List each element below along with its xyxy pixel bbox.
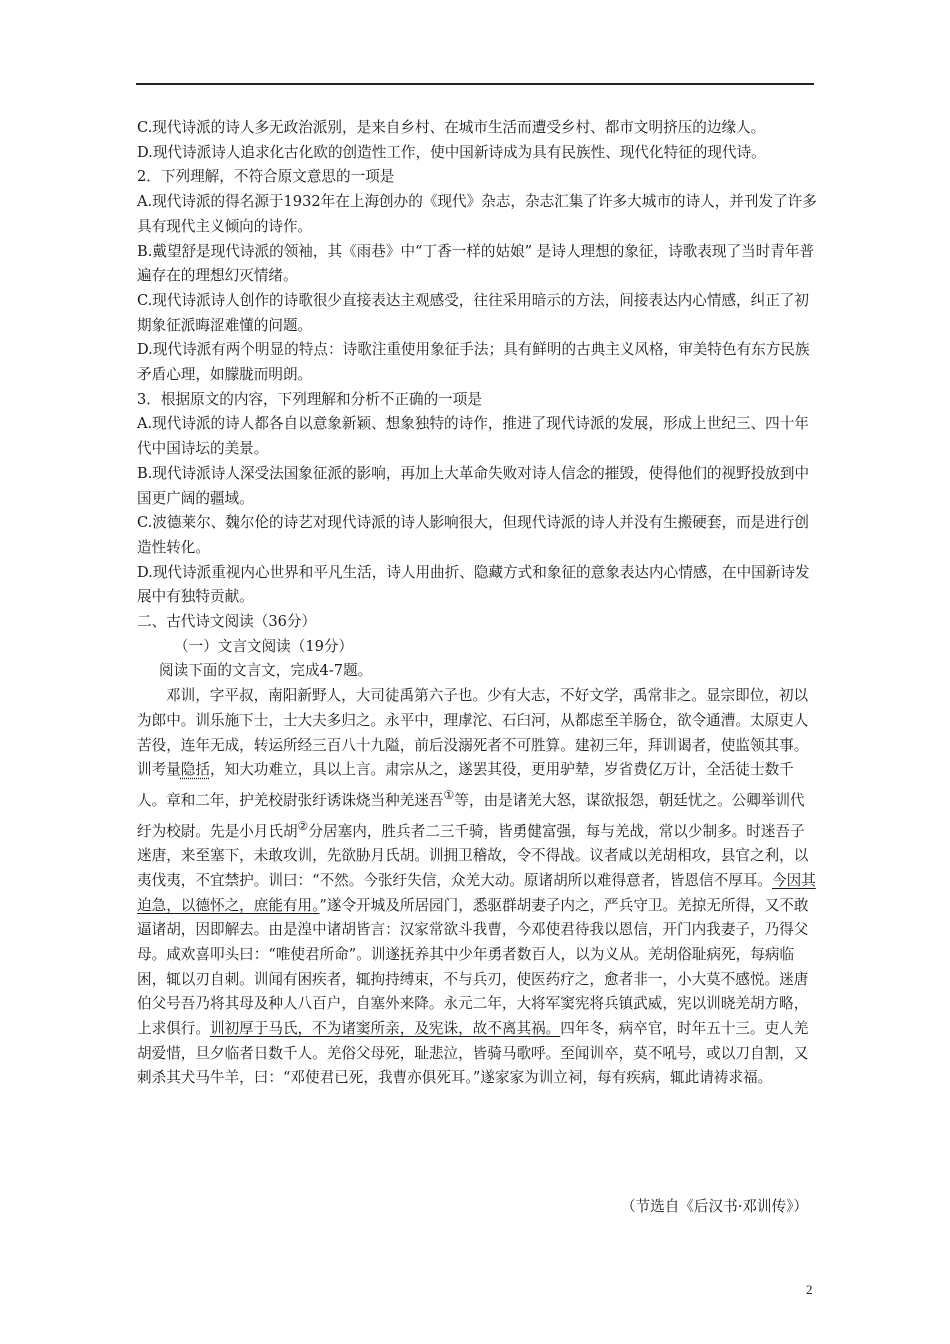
- passage-dotted-term: 隐括: [180, 761, 210, 779]
- passage-source: （节选自《后汉书·邓训传》）: [620, 1198, 808, 1215]
- option-c-q1: C.现代诗派的诗人多无政治派别，是来自乡村、在城市生活而遭受乡村、都市文明挤压的边缘人。: [137, 119, 766, 136]
- passage-text: ”遂令开城及所居园门，悉驱群胡妻子内之，严兵守卫。羌掠无所得，又不敢逼诸胡，因即解去。由是湟中诸胡皆言：汉家常欲斗我曹，今邓使君待我以恩信，开门内我妻子，乃得父母。咸欢喜叩头曰：“唯使君所命”。训遂抚养其中少年勇者数百人，以为义从。羌胡俗耻病死，每病临困，辄以刃自刺。训闻有困疾者，辄拘持缚束，不与兵刃，使医药疗之，愈者非一，小大莫不感悦。迷唐伯父号吾乃将其母及种人八百户，自塞外来降。永元二年，大将军窦宪将兵镇武威，宪以训晓羌胡方略，上求俱行。: [137, 896, 809, 1038]
- option-b-q3: B.现代诗派诗人深受法国象征派的影响，再加上大革命失败对诗人信念的摧毁，使得他们的视野投放到中国更广阔的疆域。: [137, 464, 810, 507]
- option-b-q2: B.戴望舒是现代诗派的领袖，其《雨巷》中“丁香一样的姑娘” 是诗人理想的象征，诗歌表现了当时青年普遍存在的理想幻灭情绪。: [137, 242, 815, 285]
- question-3: 3．根据原文的内容，下列理解和分析不正确的一项是: [137, 390, 482, 408]
- option-c-q3: C.波德莱尔、魏尔伦的诗艺对现代诗派的诗人影响很大，但现代诗派的诗人并没有生搬硬套，而是进行创造性转化。: [137, 514, 810, 556]
- passage-text: 四年冬，病卒官，时年五十三。吏人羌胡爱惜，旦夕临者日数千人。羌俗父母死，耻悲泣，皆骑马歌呼。至闻训卒，莫不吼号，或以刀自割，又刺杀其犬马牛羊，曰：“邓使君已死，我曹亦俱死耳。”遂家家为训立祠，每有疾病，辄此请祷求福。: [137, 1020, 809, 1087]
- passage-text: 等，由是诸羌大怒，谋欲报怨，朝廷忧之。公卿举训代纡为校尉。先是小月氏胡: [137, 791, 805, 840]
- underlined-sentence: 今因其迫急，以德怀之，庶能有用。: [137, 871, 816, 914]
- subsection-heading: （一）文言文阅读（19分）: [174, 637, 354, 655]
- document-body: [137, 116, 817, 1091]
- option-d-q1: D.现代诗派诗人追求化古化欧的创造性工作，使中国新诗成为具有民族性、现代化特征的现代诗。: [137, 143, 766, 161]
- underlined-sentence: 训初厚于马氏，不为诸窦所亲，及宪诛，故不离其祸。: [209, 1020, 561, 1038]
- section-heading: 二、古代诗文阅读（36分）: [137, 613, 317, 631]
- passage-text: ，知大功难立，具以上言。肃宗从之，遂罢其役，更用驴辇，岁省费亿万计，全活徒士数千人。章和二年，护羌校尉张纡诱诛烧当种羌迷吾: [137, 761, 794, 809]
- option-d-q3: D.现代诗派重视内心世界和平凡生活，诗人用曲折、隐藏方式和象征的意象表达内心情感，在中国新诗发展中有独特贡献。: [137, 563, 810, 606]
- classical-passage: [137, 684, 817, 1091]
- question-2: 2．下列理解，不符合原文意思的一项是: [137, 168, 395, 186]
- header-rule: [136, 83, 814, 85]
- reading-instruction: 阅读下面的文言文，完成4-7题。: [159, 662, 373, 680]
- option-a-q3: A.现代诗派的诗人都各自以意象新颖、想象独特的诗作，推进了现代诗派的发展，形成上世纪三、四十年代中国诗坛的美景。: [137, 415, 809, 458]
- footnote-marker: ②: [297, 818, 309, 833]
- passage-text: 分居塞内，胜兵者二三千骑，皆勇健富强，每与羌战，常以少制多。时迷吾子迷唐，来至塞下，未敢攻训，先欲胁月氏胡。训拥卫稽故，令不得战。议者咸以羌胡相攻，县官之利，以夷伐夷，不宜禁护。训曰：“不然。今张纡失信，众羌大动。原诸胡所以难得意者，皆恩信不厚耳。: [137, 822, 809, 889]
- option-a-q2: A.现代诗派的得名源于1932年在上海创办的《现代》杂志，杂志汇集了许多大城市的诗人，并刊发了许多具有现代主义倾向的诗作。: [137, 193, 817, 235]
- option-c-q2: C.现代诗派诗人创作的诗歌很少直接表达主观感受，往往采用暗示的方法，间接表达内心情感，纠正了初期象征派晦涩难懂的问题。: [137, 291, 810, 334]
- option-d-q2: D.现代诗派有两个明显的特点：诗歌注重使用象征手法；具有鲜明的古典主义风格，审美特色有东方民族矛盾心理，如朦胧而明朗。: [137, 341, 810, 384]
- passage-text: 邓训，字平叔，南阳新野人，大司徒禹第六子也。少有大志，不好文学，禹常非之。显宗即位，初以为郎中。训乐施下士，士大夫多归之。永平中，理虖沱、石臼河，从都虑至羊肠仓，欲令通漕。太原吏人苦役，连年无成，转运所经三百八十九隘，前后没溺死者不可胜算。建初三年，拜训谒者，使监领其事。训考量: [137, 687, 809, 779]
- page-number: 2: [806, 1282, 813, 1297]
- footnote-marker: ①: [443, 787, 455, 802]
